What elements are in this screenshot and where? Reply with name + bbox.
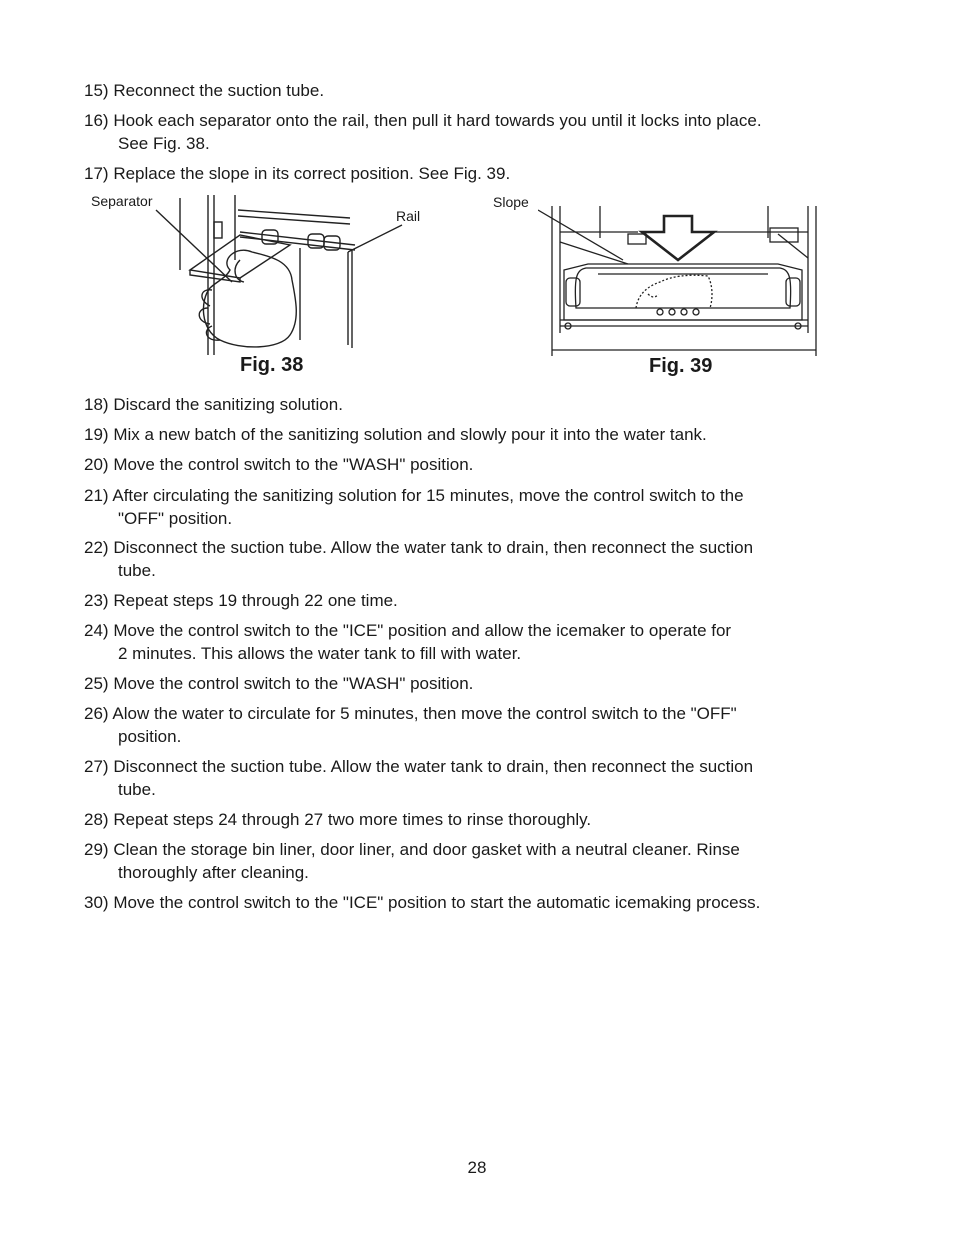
step-number: 18) (84, 395, 109, 414)
step-text: Repeat steps 24 through 27 two more times to rinse thoroughly. (113, 810, 592, 829)
step-number: 16) (84, 111, 109, 130)
rail-callout: Rail (396, 208, 421, 224)
step-text: Move the control switch to the "WASH" position. (113, 674, 474, 693)
step-30 (84, 891, 844, 914)
step-29 (84, 838, 844, 884)
fig-38-label: Fig. 38 (240, 354, 304, 376)
step-continuation: tube. (118, 561, 156, 580)
step-text: Move the control switch to the "WASH" position. (113, 455, 474, 474)
step-27 (84, 755, 844, 801)
step-24 (84, 619, 844, 665)
step-number: 27) (84, 757, 109, 776)
step-continuation: position. (118, 727, 182, 746)
step-number: 20) (84, 455, 109, 474)
step-text: Disconnect the suction tube. Allow the water tank to drain, then reconnect the suction (113, 757, 754, 776)
step-26 (84, 702, 844, 748)
step-22 (84, 536, 844, 582)
step-18 (84, 393, 844, 416)
step-number: 28) (84, 810, 109, 829)
step-20 (84, 453, 844, 476)
step-text: After circulating the sanitizing solution for 15 minutes, move the control switch to the (112, 486, 744, 505)
step-text: Alow the water to circulate for 5 minutes, then move the control switch to the "OFF" (112, 704, 737, 723)
fig-39-illustration (538, 198, 818, 358)
step-continuation: See Fig. 38. (118, 134, 210, 153)
step-text: Move the control switch to the "ICE" position to start the automatic icemaking process. (113, 893, 761, 912)
step-continuation: 2 minutes. This allows the water tank to fill with water. (118, 644, 522, 663)
step-continuation: tube. (118, 780, 156, 799)
step-text: Disconnect the suction tube. Allow the water tank to drain, then reconnect the suction (113, 538, 754, 557)
step-15 (84, 79, 844, 102)
step-17 (84, 162, 844, 185)
step-number: 24) (84, 621, 109, 640)
step-continuation: thoroughly after cleaning. (118, 863, 309, 882)
step-text: Mix a new batch of the sanitizing solution and slowly pour it into the water tank. (113, 425, 707, 444)
step-text: Hook each separator onto the rail, then pull it hard towards you until it locks into place. (113, 111, 762, 130)
step-25 (84, 672, 844, 695)
step-continuation: "OFF" position. (118, 509, 233, 528)
step-number: 25) (84, 674, 109, 693)
step-text: Move the control switch to the "ICE" position and allow the icemaker to operate for (113, 621, 732, 640)
step-text: Reconnect the suction tube. (113, 81, 325, 100)
step-text: Replace the slope in its correct position. See Fig. 39. (113, 164, 511, 183)
step-number: 23) (84, 591, 109, 610)
step-28 (84, 808, 844, 831)
step-number: 30) (84, 893, 109, 912)
step-text: Repeat steps 19 through 22 one time. (113, 591, 398, 610)
step-number: 21) (84, 486, 109, 505)
slope-callout: Slope (493, 194, 529, 210)
step-21 (84, 484, 844, 530)
fig-38-illustration (140, 190, 440, 360)
step-number: 26) (84, 704, 109, 723)
page-number: 28 (467, 1158, 487, 1177)
separator-callout: Separator (91, 193, 153, 209)
step-number: 19) (84, 425, 109, 444)
step-number: 29) (84, 840, 109, 859)
step-number: 15) (84, 81, 109, 100)
step-16 (84, 109, 844, 155)
fig-39-label: Fig. 39 (649, 355, 713, 377)
step-text: Clean the storage bin liner, door liner, and door gasket with a neutral cleaner. Rinse (113, 840, 740, 859)
step-23 (84, 589, 844, 612)
step-text: Discard the sanitizing solution. (113, 395, 343, 414)
step-number: 17) (84, 164, 109, 183)
step-number: 22) (84, 538, 109, 557)
step-19 (84, 423, 844, 446)
